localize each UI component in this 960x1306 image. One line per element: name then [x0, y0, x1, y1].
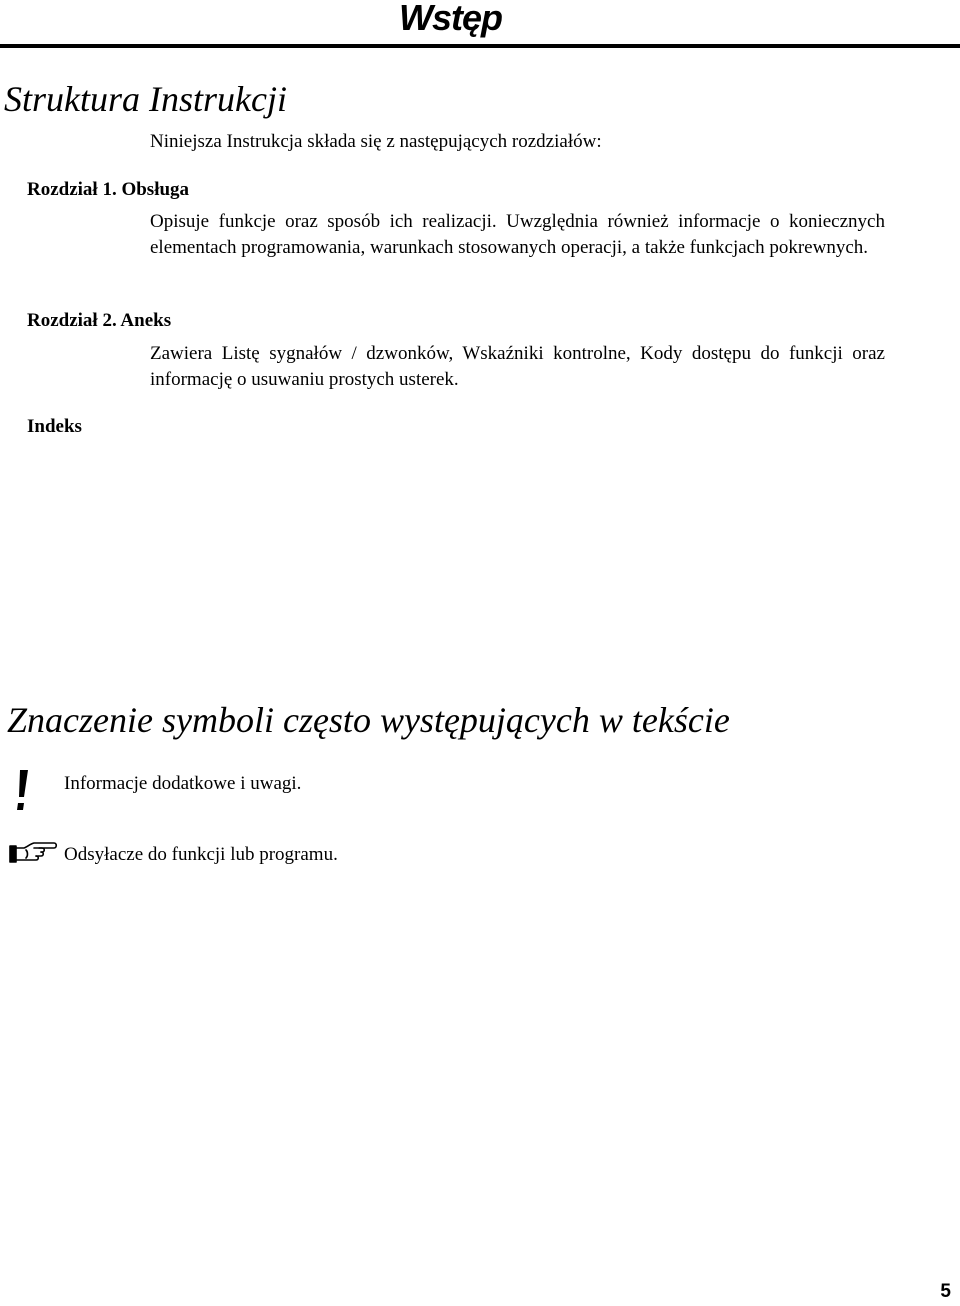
pointing-hand-icon	[8, 840, 60, 866]
symbol-note-text: Informacje dodatkowe i uwagi.	[64, 773, 302, 794]
index-label: Indeks	[27, 416, 82, 437]
structure-section-title: Struktura Instrukcji	[4, 79, 287, 119]
structure-intro: Niniejsza Instrukcja składa się z następujących rozdziałów:	[150, 131, 602, 152]
chapter-1-description: Opisuje funkcje oraz sposób ich realizacji. Uwzględnia również informacje o koniecznych elementach programowania, warunkach stosowanych operacji, a także funkcjach pokrewnych.	[150, 211, 885, 258]
page-number: 5	[940, 1281, 951, 1302]
symbols-section-title: Znaczenie symboli często występujących w tekście	[7, 700, 730, 740]
page-header-title: Wstęp	[399, 0, 502, 38]
exclamation-icon	[15, 770, 29, 812]
chapter-2-label: Rozdział 2. Aneks	[27, 310, 172, 331]
header-rule	[0, 44, 960, 48]
chapter-1-label: Rozdział 1. Obsługa	[27, 179, 190, 200]
chapter-2-description: Zawiera Listę sygnałów / dzwonków, Wskaźniki kontrolne, Kody dostępu do funkcji oraz informację o usuwaniu prostych usterek.	[150, 343, 885, 390]
symbol-reference-text: Odsyłacze do funkcji lub programu.	[64, 844, 338, 865]
